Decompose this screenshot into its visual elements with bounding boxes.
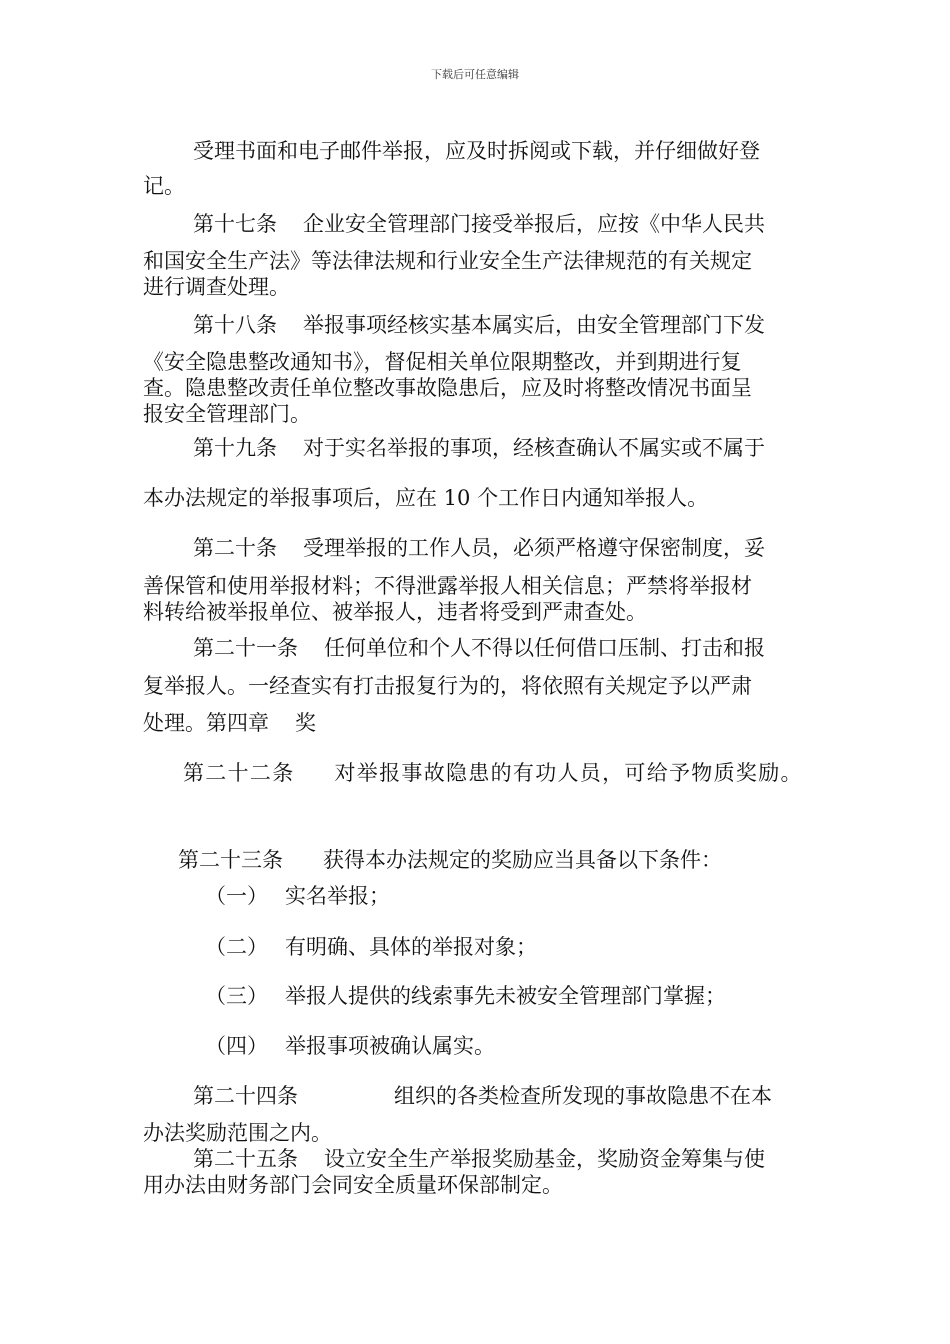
article-21-title: 第二十一条 (193, 636, 298, 660)
condition-number: （一） (205, 884, 268, 908)
article-21-line-1: 第二十一条 任何单位和个人不得以任何借口压制、打击和报 (193, 636, 765, 660)
article-25-line-2: 用办法由财务部门会同安全质量环保部制定。 (143, 1173, 563, 1197)
article-21-line-3 (143, 711, 316, 735)
article-19-title: 第十九条 (193, 436, 277, 460)
article-20-title: 第二十条 (193, 536, 277, 560)
condition-item: （二） 有明确、具体的举报对象； (205, 935, 537, 959)
chapter-4-title: 奖 (295, 711, 316, 735)
condition-number: （四） (205, 1034, 268, 1058)
article-17-line-1: 第十七条 企业安全管理部门接受举报后，应按《中华人民共 (193, 212, 765, 236)
article-18-line-3: 查。隐患整改责任单位整改事故隐患后，应及时将整改情况书面呈 (143, 376, 752, 400)
article-20-line-3: 料转给被举报单位、被举报人，违者将受到严肃查处。 (143, 600, 647, 624)
article-20-line-1: 第二十条 受理举报的工作人员，必须严格遵守保密制度，妥 (193, 536, 765, 560)
article-19-line-1: 第十九条 对于实名举报的事项，经核查确认不属实或不属于 (193, 436, 765, 460)
paragraph-line: 受理书面和电子邮件举报，应及时拆阅或下载，并仔细做好登 (193, 139, 760, 163)
article-17-line-2: 和国安全生产法》等法律法规和行业安全生产法律规范的有关规定 (143, 249, 752, 273)
article-17-title: 第十七条 (193, 212, 277, 236)
article-22-title: 第二十二条 (183, 761, 295, 785)
condition-number: （二） (205, 935, 268, 959)
article-18-line-4: 报安全管理部门。 (143, 402, 311, 426)
article-22-line: 第二十二条 对举报事故隐患的有功人员，可给予物质奖励。 (183, 761, 803, 785)
article-19-line-2: 本办法规定的举报事项后，应在 10 个工作日内通知举报人。 (143, 486, 709, 510)
condition-item: （三） 举报人提供的线索事先未被安全管理部门掌握； (205, 984, 726, 1008)
article-21-line-2: 复举报人。一经查实有打击报复行为的，将依照有关规定予以严肃 (143, 674, 752, 698)
article-23-line: 第二十三条 获得本办法规定的奖励应当具备以下条件： (178, 848, 722, 872)
article-18-title: 第十八条 (193, 313, 277, 337)
condition-item: （四） 举报事项被确认属实。 (205, 1034, 495, 1058)
chapter-4-heading: 处理。第四章 (143, 711, 269, 735)
article-20-line-2: 善保管和使用举报材料；不得泄露举报人相关信息；严禁将举报材 (143, 574, 752, 598)
article-17-line-3: 进行调查处理。 (143, 275, 290, 299)
article-25-line-1: 第二十五条 设立安全生产举报奖励基金，奖励资金筹集与使 (193, 1147, 765, 1171)
article-24-line-2: 办法奖励范围之内。 (143, 1121, 332, 1145)
article-23-title: 第二十三条 (178, 848, 283, 872)
paragraph-line: 记。 (143, 174, 185, 198)
article-18-line-2: 《安全隐患整改通知书》，督促相关单位限期整改，并到期进行复 (143, 350, 742, 374)
article-24-title: 第二十四条 (193, 1084, 298, 1108)
article-24-line-1: 第二十四条 组织的各类检查所发现的事故隐患不在本 (193, 1084, 772, 1108)
article-25-title: 第二十五条 (193, 1147, 298, 1171)
page-header: 下载后可任意编辑 (431, 68, 519, 81)
condition-item: （一） 实名举报； (205, 884, 390, 908)
condition-number: （三） (205, 984, 268, 1008)
article-18-line-1: 第十八条 举报事项经核实基本属实后，由安全管理部门下发 (193, 313, 765, 337)
